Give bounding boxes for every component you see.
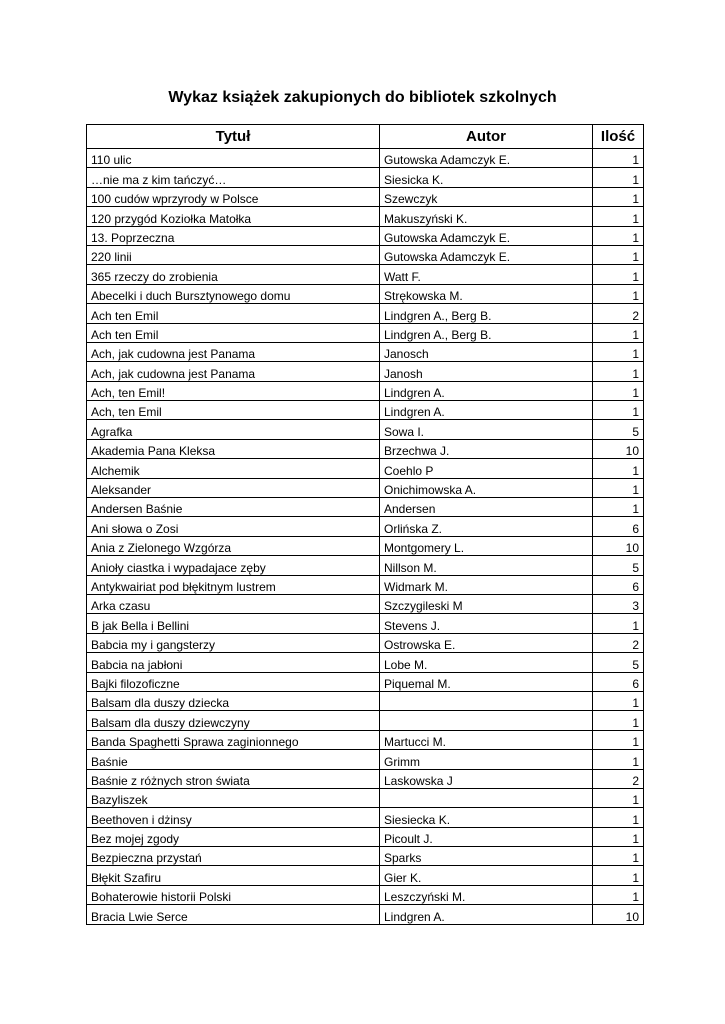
table-row xyxy=(87,342,644,361)
book-quantity-cell: 2 xyxy=(593,769,644,788)
book-quantity-cell: 1 xyxy=(593,866,644,885)
book-title-cell: 110 ulic xyxy=(87,149,380,168)
book-title-cell: Babcia na jabłoni xyxy=(87,653,380,672)
book-quantity-cell: 1 xyxy=(593,284,644,303)
book-author-cell xyxy=(380,788,593,807)
book-title-cell: Abecelki i duch Bursztynowego domu xyxy=(87,284,380,303)
book-quantity-cell: 1 xyxy=(593,847,644,866)
table-row xyxy=(87,866,644,885)
table-row xyxy=(87,827,644,846)
book-title-cell: Beethoven i dżinsy xyxy=(87,808,380,827)
book-title-cell: 120 przygód Koziołka Matołka xyxy=(87,207,380,226)
column-header-quantity: Ilość xyxy=(593,125,644,149)
table-row xyxy=(87,226,644,245)
book-author-cell: Laskowska J xyxy=(380,769,593,788)
book-title-cell: 13. Poprzeczna xyxy=(87,226,380,245)
book-quantity-cell: 1 xyxy=(593,342,644,361)
book-title-cell: Aleksander xyxy=(87,478,380,497)
book-quantity-cell: 5 xyxy=(593,420,644,439)
book-quantity-cell: 1 xyxy=(593,730,644,749)
book-title-cell: Bracia Lwie Serce xyxy=(87,905,380,924)
book-quantity-cell: 1 xyxy=(593,827,644,846)
book-title-cell: Balsam dla duszy dziecka xyxy=(87,691,380,710)
book-quantity-cell: 1 xyxy=(593,149,644,168)
table-row xyxy=(87,575,644,594)
book-quantity-cell: 1 xyxy=(593,885,644,904)
book-author-cell xyxy=(380,711,593,730)
table-row xyxy=(87,187,644,206)
book-title-cell: Błękit Szafiru xyxy=(87,866,380,885)
table-row xyxy=(87,691,644,710)
book-quantity-cell: 10 xyxy=(593,439,644,458)
book-author-cell: Andersen xyxy=(380,498,593,517)
book-title-cell: Banda Spaghetti Sprawa zaginionnego xyxy=(87,730,380,749)
books-table xyxy=(86,124,644,925)
book-title-cell: Baśnie z różnych stron świata xyxy=(87,769,380,788)
book-author-cell: Coehlo P xyxy=(380,459,593,478)
book-title-cell: Arka czasu xyxy=(87,594,380,613)
book-quantity-cell: 1 xyxy=(593,187,644,206)
table-body xyxy=(87,149,644,925)
book-quantity-cell: 1 xyxy=(593,691,644,710)
book-quantity-cell: 6 xyxy=(593,575,644,594)
book-quantity-cell: 6 xyxy=(593,672,644,691)
book-quantity-cell: 5 xyxy=(593,556,644,575)
book-author-cell xyxy=(380,691,593,710)
table-row xyxy=(87,905,644,924)
table-row xyxy=(87,265,644,284)
book-title-cell: Bajki filozoficzne xyxy=(87,672,380,691)
book-quantity-cell: 2 xyxy=(593,633,644,652)
table-row xyxy=(87,885,644,904)
book-author-cell: Sowa I. xyxy=(380,420,593,439)
book-title-cell: Bez mojej zgody xyxy=(87,827,380,846)
book-title-cell: 365 rzeczy do zrobienia xyxy=(87,265,380,284)
table-row xyxy=(87,556,644,575)
table-row xyxy=(87,633,644,652)
book-title-cell: Baśnie xyxy=(87,750,380,769)
book-author-cell: Orlińska Z. xyxy=(380,517,593,536)
table-row xyxy=(87,769,644,788)
table-row xyxy=(87,284,644,303)
book-author-cell: Onichimowska A. xyxy=(380,478,593,497)
book-author-cell: Lindgren A., Berg B. xyxy=(380,323,593,342)
book-title-cell: Ach, jak cudowna jest Panama xyxy=(87,342,380,361)
book-author-cell: Nillson M. xyxy=(380,556,593,575)
table-row xyxy=(87,594,644,613)
table-row xyxy=(87,168,644,187)
book-quantity-cell: 10 xyxy=(593,536,644,555)
book-author-cell: Gutowska Adamczyk E. xyxy=(380,226,593,245)
book-quantity-cell: 1 xyxy=(593,401,644,420)
table-row xyxy=(87,245,644,264)
book-title-cell: 100 cudów wprzyrody w Polsce xyxy=(87,187,380,206)
table-row xyxy=(87,459,644,478)
book-author-cell: Strękowska M. xyxy=(380,284,593,303)
book-quantity-cell: 1 xyxy=(593,245,644,264)
table-row xyxy=(87,149,644,168)
book-quantity-cell: 3 xyxy=(593,594,644,613)
book-quantity-cell: 1 xyxy=(593,750,644,769)
table-row xyxy=(87,401,644,420)
table-row xyxy=(87,517,644,536)
book-author-cell: Martucci M. xyxy=(380,730,593,749)
book-quantity-cell: 1 xyxy=(593,323,644,342)
table-row xyxy=(87,304,644,323)
book-author-cell: Leszczyński M. xyxy=(380,885,593,904)
book-author-cell: Lobe M. xyxy=(380,653,593,672)
book-author-cell: Siesiecka K. xyxy=(380,808,593,827)
table-row xyxy=(87,362,644,381)
book-quantity-cell: 1 xyxy=(593,362,644,381)
book-quantity-cell: 2 xyxy=(593,304,644,323)
book-title-cell: Anioły ciastka i wypadajace zęby xyxy=(87,556,380,575)
book-author-cell: Widmark M. xyxy=(380,575,593,594)
book-author-cell: Stevens J. xyxy=(380,614,593,633)
book-quantity-cell: 1 xyxy=(593,788,644,807)
book-quantity-cell: 1 xyxy=(593,614,644,633)
book-author-cell: Watt F. xyxy=(380,265,593,284)
book-author-cell: Ostrowska E. xyxy=(380,633,593,652)
book-author-cell: Gutowska Adamczyk E. xyxy=(380,149,593,168)
book-title-cell: Ani słowa o Zosi xyxy=(87,517,380,536)
book-quantity-cell: 1 xyxy=(593,226,644,245)
column-header-author: Autor xyxy=(380,125,593,149)
book-title-cell: Ach, ten Emil! xyxy=(87,381,380,400)
book-quantity-cell: 10 xyxy=(593,905,644,924)
book-author-cell: Janosh xyxy=(380,362,593,381)
book-title-cell: Ach ten Emil xyxy=(87,304,380,323)
book-title-cell: Bohaterowie historii Polski xyxy=(87,885,380,904)
book-title-cell: Bezpieczna przystań xyxy=(87,847,380,866)
book-title-cell: Bazyliszek xyxy=(87,788,380,807)
table-row xyxy=(87,808,644,827)
table-row xyxy=(87,381,644,400)
book-author-cell: Brzechwa J. xyxy=(380,439,593,458)
book-quantity-cell: 1 xyxy=(593,808,644,827)
book-title-cell: Ach, ten Emil xyxy=(87,401,380,420)
book-author-cell: Gutowska Adamczyk E. xyxy=(380,245,593,264)
book-title-cell: Ania z Zielonego Wzgórza xyxy=(87,536,380,555)
book-title-cell: Ach, jak cudowna jest Panama xyxy=(87,362,380,381)
table-row xyxy=(87,788,644,807)
book-quantity-cell: 1 xyxy=(593,168,644,187)
table-row xyxy=(87,653,644,672)
book-author-cell: Lindgren A. xyxy=(380,401,593,420)
book-quantity-cell: 1 xyxy=(593,265,644,284)
table-row xyxy=(87,323,644,342)
book-title-cell: Antykwairiat pod błękitnym lustrem xyxy=(87,575,380,594)
table-row xyxy=(87,672,644,691)
column-header-title: Tytuł xyxy=(87,125,380,149)
table-row xyxy=(87,536,644,555)
table-row xyxy=(87,420,644,439)
book-author-cell: Picoult J. xyxy=(380,827,593,846)
page-title: Wykaz książek zakupionych do bibliotek szkolnych xyxy=(168,89,557,106)
book-quantity-cell: 1 xyxy=(593,498,644,517)
book-author-cell: Sparks xyxy=(380,847,593,866)
book-quantity-cell: 1 xyxy=(593,207,644,226)
book-quantity-cell: 1 xyxy=(593,459,644,478)
book-quantity-cell: 1 xyxy=(593,381,644,400)
book-title-cell: Agrafka xyxy=(87,420,380,439)
table-row xyxy=(87,498,644,517)
book-author-cell: Lindgren A. xyxy=(380,905,593,924)
book-author-cell: Makuszyński K. xyxy=(380,207,593,226)
table-row xyxy=(87,478,644,497)
book-author-cell: Montgomery L. xyxy=(380,536,593,555)
book-title-cell: Alchemik xyxy=(87,459,380,478)
book-author-cell: Piquemal M. xyxy=(380,672,593,691)
book-author-cell: Lindgren A. xyxy=(380,381,593,400)
book-title-cell: …nie ma z kim tańczyć… xyxy=(87,168,380,187)
book-author-cell: Siesicka K. xyxy=(380,168,593,187)
table-row xyxy=(87,614,644,633)
book-title-cell: Andersen Baśnie xyxy=(87,498,380,517)
book-quantity-cell: 5 xyxy=(593,653,644,672)
book-title-cell: 220 linii xyxy=(87,245,380,264)
book-author-cell: Grimm xyxy=(380,750,593,769)
book-title-cell: Ach ten Emil xyxy=(87,323,380,342)
book-author-cell: Szczygileski M xyxy=(380,594,593,613)
book-quantity-cell: 6 xyxy=(593,517,644,536)
book-quantity-cell: 1 xyxy=(593,478,644,497)
book-title-cell: Akademia Pana Kleksa xyxy=(87,439,380,458)
table-row xyxy=(87,207,644,226)
table-row xyxy=(87,711,644,730)
book-title-cell: B jak Bella i Bellini xyxy=(87,614,380,633)
book-author-cell: Gier K. xyxy=(380,866,593,885)
book-author-cell: Janosch xyxy=(380,342,593,361)
book-title-cell: Babcia my i gangsterzy xyxy=(87,633,380,652)
table-row xyxy=(87,847,644,866)
table-row xyxy=(87,750,644,769)
book-author-cell: Szewczyk xyxy=(380,187,593,206)
table-row xyxy=(87,439,644,458)
table-header-row xyxy=(87,125,644,149)
book-quantity-cell: 1 xyxy=(593,711,644,730)
book-title-cell: Balsam dla duszy dziewczyny xyxy=(87,711,380,730)
book-author-cell: Lindgren A., Berg B. xyxy=(380,304,593,323)
table-row xyxy=(87,730,644,749)
